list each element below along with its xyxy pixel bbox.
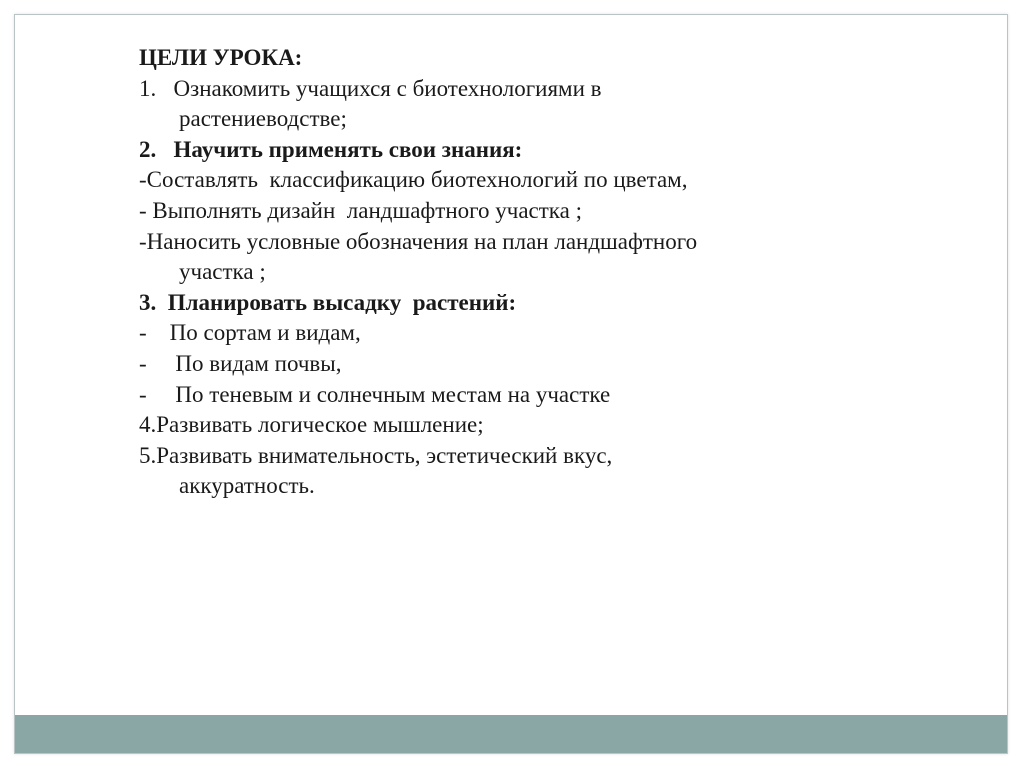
goal-5: 5.Развивать внимательность, эстетический вкус, (139, 442, 613, 468)
goal-2: 2. Научить применять свои знания: (139, 136, 523, 162)
goal-3-item-2: - По видам почвы, (139, 350, 342, 376)
goal-3-item-3: - По теневым и солнечным местам на участке (139, 381, 611, 407)
goal-3: 3. Планировать высадку растений: (139, 289, 517, 315)
goal-1: 1. Ознакомить учащихся с биотехнологиями в (139, 75, 602, 101)
goal-3-item-1: - По сортам и видам, (139, 320, 361, 346)
slide-title: ЦЕЛИ УРОКА: (139, 45, 303, 70)
goal-5-continuation: аккуратность. (179, 473, 315, 499)
goal-4: 4.Развивать логическое мышление; (139, 412, 484, 438)
goal-1-continuation: растениеводстве; (179, 106, 347, 132)
goal-2-item-3-continuation: участка ; (179, 259, 266, 285)
slide-content (139, 43, 899, 502)
goal-2-item-3: -Наносить условные обозначения на план ландшафтного (139, 228, 698, 254)
slide (14, 14, 1008, 754)
goal-2-item-1: -Составлять классификацию биотехнологий по цветам, (139, 167, 688, 193)
footer-band (15, 715, 1007, 753)
goal-2-item-2: - Выполнять дизайн ландшафтного участка ; (139, 197, 582, 223)
